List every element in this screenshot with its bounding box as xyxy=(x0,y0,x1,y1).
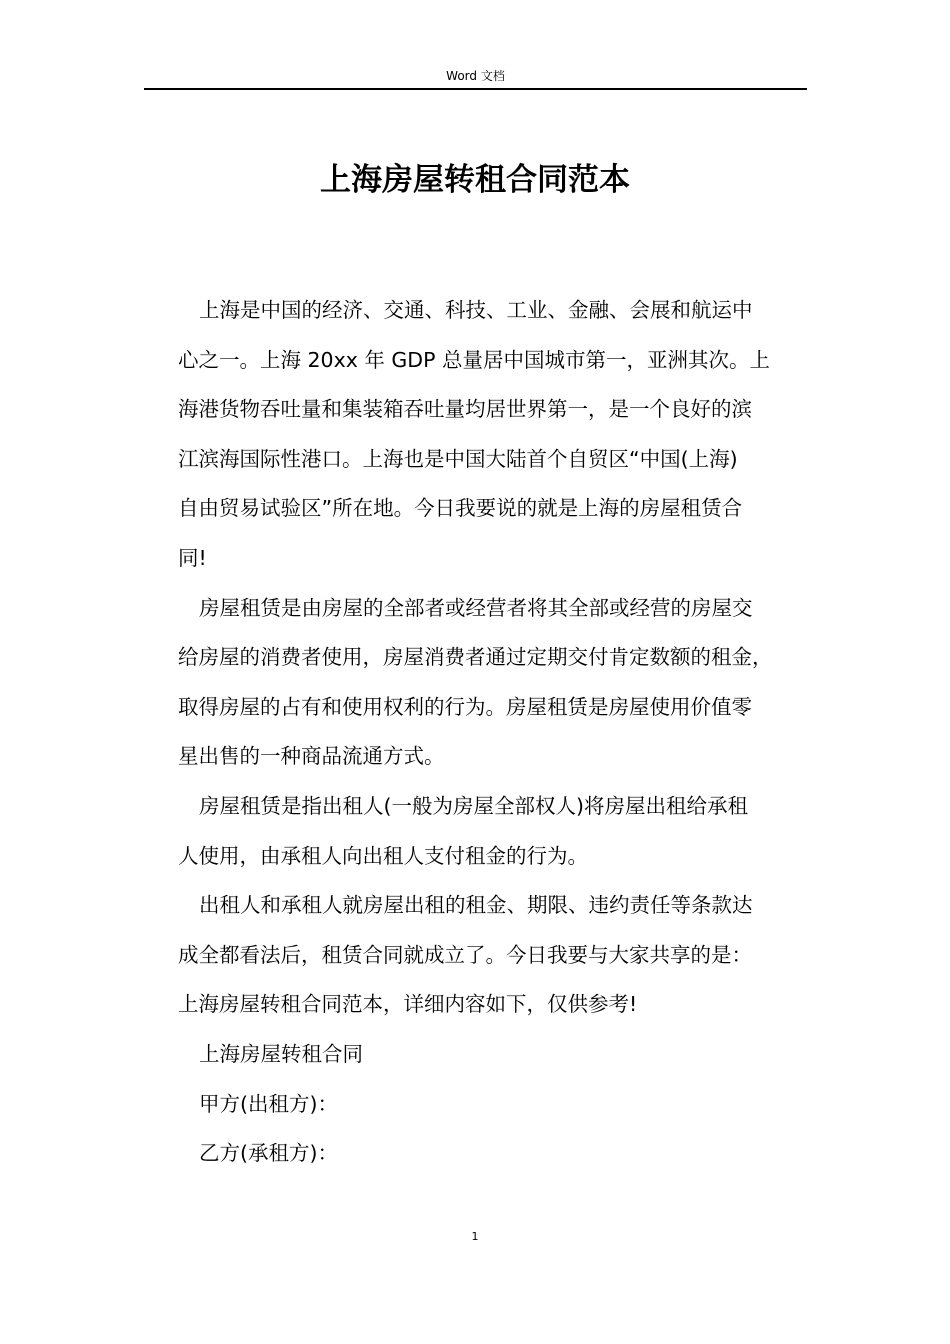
paragraph-line: 星出售的一种商品流通方式。 xyxy=(178,744,445,769)
paragraph-line: 人使用，由承租人向出租人支付租金的行为。 xyxy=(178,843,588,868)
party-b-label: 乙方(承租方)： xyxy=(199,1141,338,1166)
paragraph-line: 江滨海国际性港口。上海也是中国大陆首个自贸区“中国(上海) xyxy=(178,446,738,471)
paragraph-line: 给房屋的消费者使用，房屋消费者通过定期交付肯定数额的租金， xyxy=(178,645,773,670)
paragraph-line: 上海房屋转租合同范本，详细内容如下，仅供参考! xyxy=(178,992,638,1017)
paragraph-line: 取得房屋的占有和使用权利的行为。房屋租赁是房屋使用价值零 xyxy=(178,694,752,719)
paragraph-line: 房屋租赁是由房屋的全部者或经营者将其全部或经营的房屋交 xyxy=(199,595,753,620)
paragraph-line: 同! xyxy=(178,545,207,570)
paragraph-line: 自由贸易试验区”所在地。今日我要说的就是上海的房屋租赁合 xyxy=(178,496,743,521)
header-text: Word 文档 xyxy=(446,69,505,83)
page-number: 1 xyxy=(471,1230,479,1243)
document-body xyxy=(178,286,818,1179)
paragraph-line: 海港货物吞吐量和集装箱吞吐量均居世界第一，是一个良好的滨 xyxy=(178,397,752,422)
paragraph-line: 心之一。上海 20xx 年 GDP 总量居中国城市第一，亚洲其次。上 xyxy=(178,347,770,372)
document-title: 上海房屋转租合同范本 xyxy=(320,162,630,198)
contract-heading: 上海房屋转租合同 xyxy=(199,1041,363,1066)
paragraph-line: 成全都看法后，租赁合同就成立了。今日我要与大家共享的是： xyxy=(178,942,752,967)
page-header xyxy=(144,66,807,90)
paragraph-line: 上海是中国的经济、交通、科技、工业、金融、会展和航运中 xyxy=(199,298,753,322)
paragraph-line: 出租人和承租人就房屋出租的租金、期限、违约责任等条款达 xyxy=(199,893,753,918)
party-a-label: 甲方(出租方)： xyxy=(199,1091,338,1116)
paragraph-line: 房屋租赁是指出租人(一般为房屋全部权人)将房屋出租给承租 xyxy=(199,793,748,818)
